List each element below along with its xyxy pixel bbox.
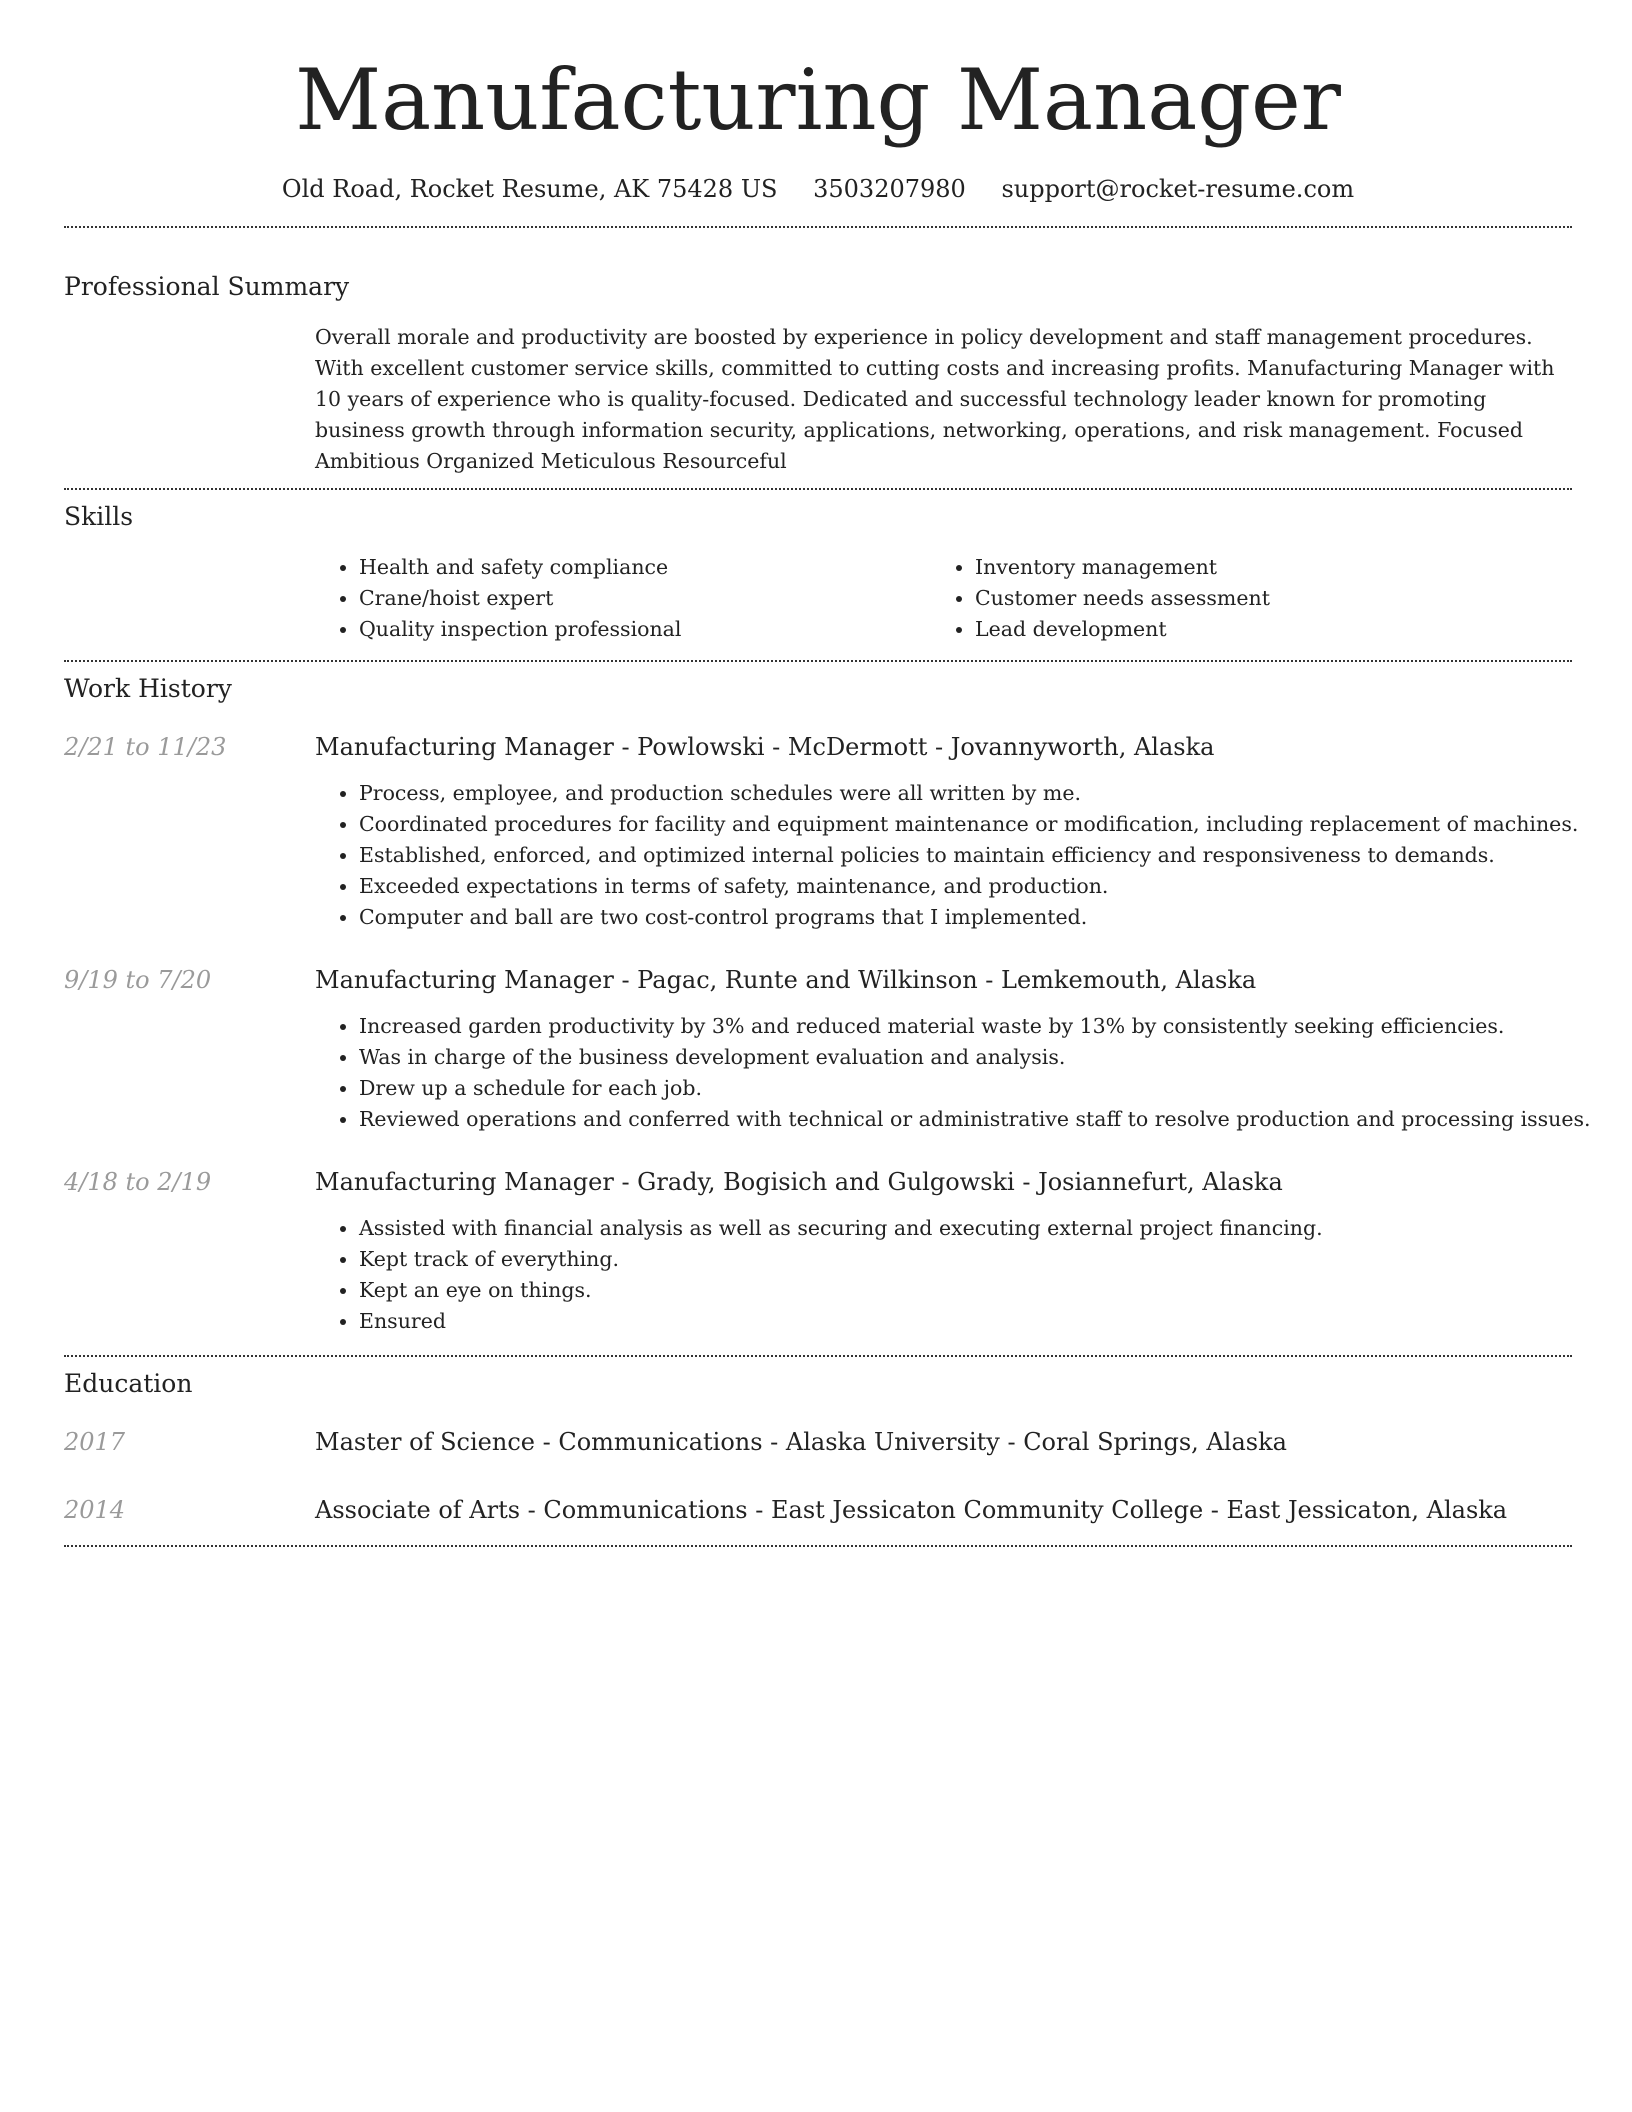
job-dates: 9/19 to 7/20 (64, 966, 212, 994)
resume-page (64, 0, 1591, 1547)
education-heading: Associate of Arts - Communications - East Jessicaton Community College - East Jessicaton, Alaska (315, 1496, 1508, 1524)
summary-body (315, 322, 1572, 477)
work-section (64, 672, 1591, 1337)
job-bullet: • Increased garden productivity by 3% and reduced material waste by 13% by consistently seeking efficiencies. (359, 1011, 1572, 1042)
job-header (64, 730, 1572, 764)
job-entry (64, 730, 1579, 933)
skills-grid (315, 552, 1572, 645)
skill-item: • Inventory management (975, 552, 1547, 583)
candidate-name: Manufacturing Manager (295, 51, 1341, 149)
job-bullet: • Exceeded expectations in terms of safety, maintenance, and production. (359, 871, 1572, 902)
job-bullets (315, 1213, 1572, 1337)
skills-list-left (315, 552, 931, 645)
job-spacer (64, 1011, 315, 1135)
job-body (64, 778, 1579, 933)
job-dates: 4/18 to 2/19 (64, 1168, 212, 1196)
education-title: Education (64, 1369, 193, 1398)
divider (64, 660, 1572, 662)
job-bullet: • Ensured (359, 1306, 1572, 1337)
job-bullet: • Assisted with financial analysis as well as securing and executing external project financing. (359, 1213, 1572, 1244)
job-body (64, 1011, 1591, 1135)
job-dates: 2/21 to 11/23 (64, 733, 227, 761)
summary-title: Professional Summary (64, 272, 350, 301)
work-title: Work History (64, 674, 232, 703)
divider (64, 1545, 1572, 1547)
skill-item: • Health and safety compliance (359, 552, 931, 583)
job-bullet: • Kept track of everything. (359, 1244, 1572, 1275)
skills-row (64, 552, 1572, 645)
summary-row (64, 322, 1572, 477)
education-entry (64, 1425, 1572, 1459)
contact-line (64, 172, 1572, 206)
job-bullet: • Established, enforced, and optimized internal policies to maintain efficiency and responsiveness to demands. (359, 840, 1572, 871)
summary-spacer (64, 322, 315, 477)
education-section (64, 1367, 1572, 1527)
skills-list-right (931, 552, 1547, 645)
job-spacer (64, 778, 315, 933)
skill-item: • Customer needs assessment (975, 583, 1547, 614)
job-bullet: • Was in charge of the business development evaluation and analysis. (359, 1042, 1572, 1073)
education-year: 2017 (64, 1428, 126, 1456)
divider (64, 226, 1572, 228)
job-bullets (315, 778, 1579, 933)
contact-address: Old Road, Rocket Resume, AK 75428 US (281, 175, 778, 203)
job-bullet: • Computer and ball are two cost-control programs that I implemented. (359, 902, 1572, 933)
divider (64, 488, 1572, 490)
job-bullet: • Coordinated procedures for facility and equipment maintenance or modification, including replacement of machines. (359, 809, 1572, 840)
job-bullet: • Drew up a schedule for each job. (359, 1073, 1572, 1104)
job-spacer (64, 1213, 315, 1337)
job-bullet-list (315, 778, 1579, 933)
skill-item: • Quality inspection professional (359, 614, 931, 645)
job-header (64, 1165, 1572, 1199)
education-year: 2014 (64, 1496, 126, 1524)
divider (64, 1355, 1572, 1357)
education-entry (64, 1493, 1572, 1527)
job-heading: Manufacturing Manager - Grady, Bogisich and Gulgowski - Josiannefurt, Alaska (315, 1168, 1283, 1196)
skill-item: • Lead development (975, 614, 1547, 645)
skill-item: • Crane/hoist expert (359, 583, 931, 614)
job-entry (64, 1165, 1572, 1337)
job-bullets (315, 1011, 1591, 1135)
education-heading: Master of Science - Communications - Alaska University - Coral Springs, Alaska (315, 1428, 1287, 1456)
job-header (64, 963, 1572, 997)
skills-spacer (64, 552, 315, 645)
job-bullet: • Process, employee, and production schedules were all written by me. (359, 778, 1572, 809)
job-bullet: • Reviewed operations and conferred with technical or administrative staff to resolve production and processing issues. (359, 1104, 1572, 1135)
summary-text: Overall morale and productivity are boosted by experience in policy development and staff management procedures. With excellent customer service skills, committed to cutting costs and increasing profits. Manufacturing Manager with 10 years of experience who is quality-focused. Dedicated and successful technology leader known for promoting business growth through information security, applications, networking, operations, and risk management. Focused Ambitious Organized Meticulous Resourceful (315, 325, 1555, 473)
contact-email: support@rocket-resume.com (1001, 175, 1355, 203)
job-bullet-list (315, 1213, 1572, 1337)
job-body (64, 1213, 1572, 1337)
contact-phone: 3503207980 (813, 175, 966, 203)
skills-section (64, 500, 1572, 645)
job-heading: Manufacturing Manager - Powlowski - McDermott - Jovannyworth, Alaska (315, 733, 1215, 761)
job-bullet-list (315, 1011, 1591, 1135)
job-bullet: • Kept an eye on things. (359, 1275, 1572, 1306)
summary-section (64, 270, 1572, 477)
skills-title: Skills (64, 502, 134, 531)
job-entry (64, 963, 1591, 1135)
job-heading: Manufacturing Manager - Pagac, Runte and Wilkinson - Lemkemouth, Alaska (315, 966, 1257, 994)
